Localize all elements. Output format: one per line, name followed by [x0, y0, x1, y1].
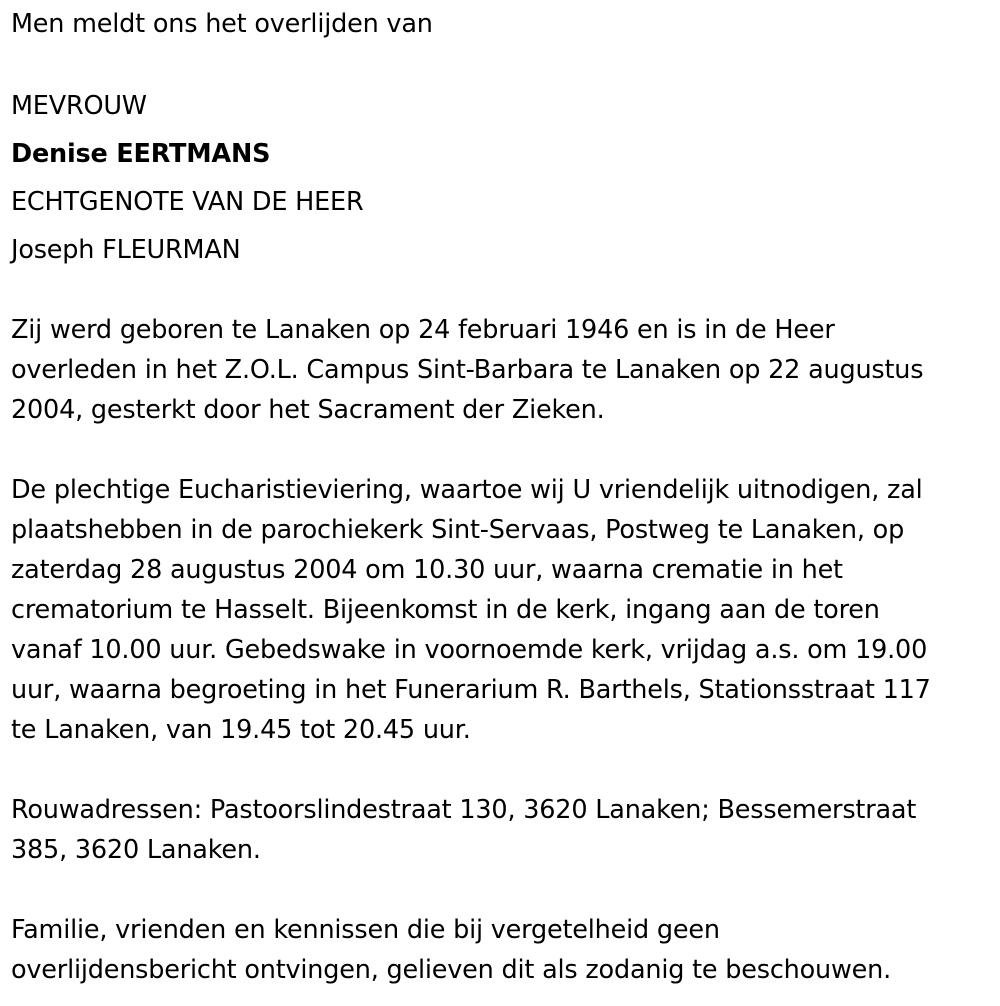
closing-line: Familie, vrienden en kennissen die bij vergetelheid geen: [11, 915, 720, 945]
birth-death-line: 2004, gesterkt door het Sacrament der Zieken.: [11, 395, 605, 425]
address-line: 385, 3620 Lanaken.: [11, 835, 261, 865]
intro-text: Men meldt ons het overlijden van: [11, 9, 433, 39]
closing-line: overlijdensbericht ontvingen, gelieven dit als zodanig te beschouwen.: [11, 955, 892, 985]
ceremony-line: vanaf 10.00 uur. Gebedswake in voornoemde kerk, vrijdag a.s. om 19.00: [11, 635, 928, 665]
ceremony-line: crematorium te Hasselt. Bijeenkomst in de kerk, ingang aan de toren: [11, 595, 880, 625]
birth-death-line: overleden in het Z.O.L. Campus Sint-Barbara te Lanaken op 22 augustus: [11, 355, 924, 385]
spouse-name: Joseph FLEURMAN: [11, 235, 241, 265]
ceremony-line: uur, waarna begroeting in het Funerarium R. Barthels, Stationsstraat 117: [11, 675, 931, 705]
ceremony-line: zaterdag 28 augustus 2004 om 10.30 uur, waarna crematie in het: [11, 555, 843, 585]
ceremony-line: De plechtige Eucharistieviering, waartoe wij U vriendelijk uitnodigen, zal: [11, 475, 923, 505]
address-line: Rouwadressen: Pastoorslindestraat 130, 3620 Lanaken; Bessemerstraat: [11, 795, 917, 825]
ceremony-line: plaatshebben in de parochiekerk Sint-Servaas, Postweg te Lanaken, op: [11, 515, 905, 545]
deceased-relation: ECHTGENOTE VAN DE HEER: [11, 187, 364, 217]
ceremony-line: te Lanaken, van 19.45 tot 20.45 uur.: [11, 715, 471, 745]
deceased-name: Denise EERTMANS: [11, 139, 271, 169]
deceased-title: MEVROUW: [11, 91, 147, 121]
birth-death-line: Zij werd geboren te Lanaken op 24 februari 1946 en is in de Heer: [11, 315, 835, 345]
